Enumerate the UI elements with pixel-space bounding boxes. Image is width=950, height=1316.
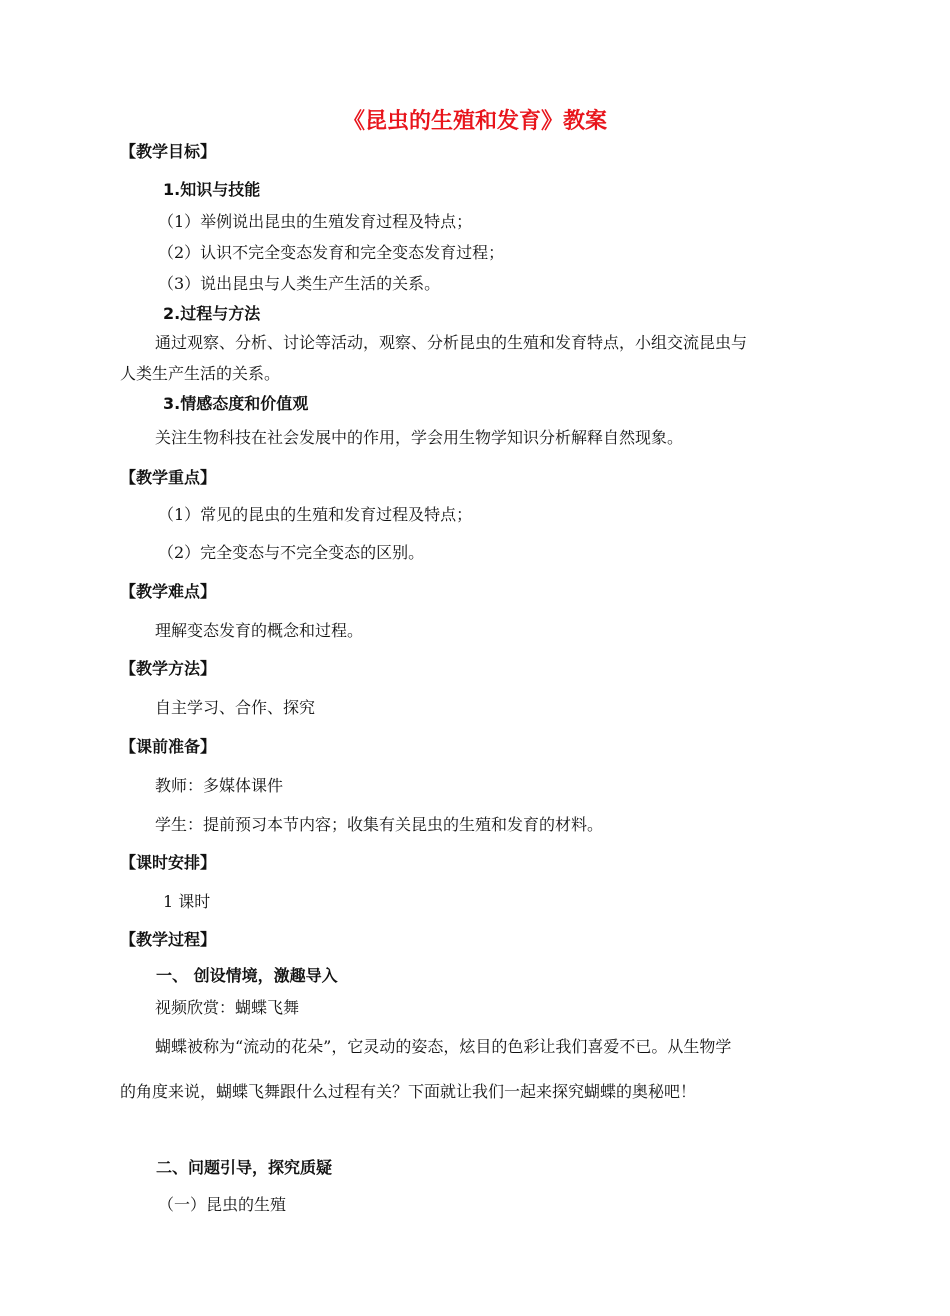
- objective-item-1: （1）举例说出昆虫的生殖发育过程及特点；: [158, 212, 473, 231]
- key-point-item-2: （2）完全变态与不完全变态的区别。: [158, 543, 425, 562]
- subheading-attitude-values: 3.情感态度和价值观: [163, 394, 309, 413]
- process-paragraph-line-1: 通过观察、分析、讨论等活动，观察、分析昆虫的生殖和发育特点，小组交流昆虫与: [155, 333, 748, 352]
- preparation-student: 学生：提前预习本节内容；收集有关昆虫的生殖和发育的材料。: [155, 815, 604, 834]
- attitude-paragraph: 关注生物科技在社会发展中的作用，学会用生物学知识分析解释自然现象。: [155, 428, 684, 447]
- subheading-knowledge-skills: 1.知识与技能: [163, 180, 261, 199]
- section-heading-objectives: 【教学目标】: [120, 142, 217, 161]
- section-heading-process: 【教学过程】: [120, 930, 217, 949]
- preparation-teacher: 教师：多媒体课件: [155, 776, 284, 795]
- section-heading-methods: 【教学方法】: [120, 659, 217, 678]
- objective-item-2: （2）认识不完全变态发育和完全变态发育过程；: [158, 243, 505, 262]
- schedule-paragraph: 1 课时: [163, 892, 211, 911]
- process-step-1: 一、 创设情境，激趣导入: [156, 966, 338, 985]
- section-heading-key-points: 【教学重点】: [120, 468, 217, 487]
- intro-paragraph-line-2: 的角度来说，蝴蝶飞舞跟什么过程有关？下面就让我们一起来探究蝴蝶的奥秘吧！: [120, 1082, 697, 1101]
- video-line: 视频欣赏：蝴蝶飞舞: [155, 998, 300, 1017]
- subheading-process-method: 2.过程与方法: [163, 304, 261, 323]
- process-paragraph-line-2: 人类生产生活的关系。: [120, 364, 281, 383]
- methods-paragraph: 自主学习、合作、探究: [155, 698, 316, 717]
- process-sub-1: （一）昆虫的生殖: [158, 1195, 287, 1214]
- process-step-2: 二、问题引导，探究质疑: [156, 1158, 333, 1177]
- key-point-item-1: （1）常见的昆虫的生殖和发育过程及特点；: [158, 505, 473, 524]
- objective-item-3: （3）说出昆虫与人类生产生活的关系。: [158, 274, 441, 293]
- section-heading-preparation: 【课前准备】: [120, 737, 217, 756]
- document-title: 《昆虫的生殖和发育》教案: [342, 109, 607, 134]
- intro-paragraph-line-1: 蝴蝶被称为“流动的花朵”，它灵动的姿态，炫目的色彩让我们喜爱不已。从生物学: [155, 1037, 732, 1056]
- section-heading-difficulties: 【教学难点】: [120, 582, 217, 601]
- section-heading-schedule: 【课时安排】: [120, 853, 217, 872]
- difficulty-paragraph: 理解变态发育的概念和过程。: [155, 621, 364, 640]
